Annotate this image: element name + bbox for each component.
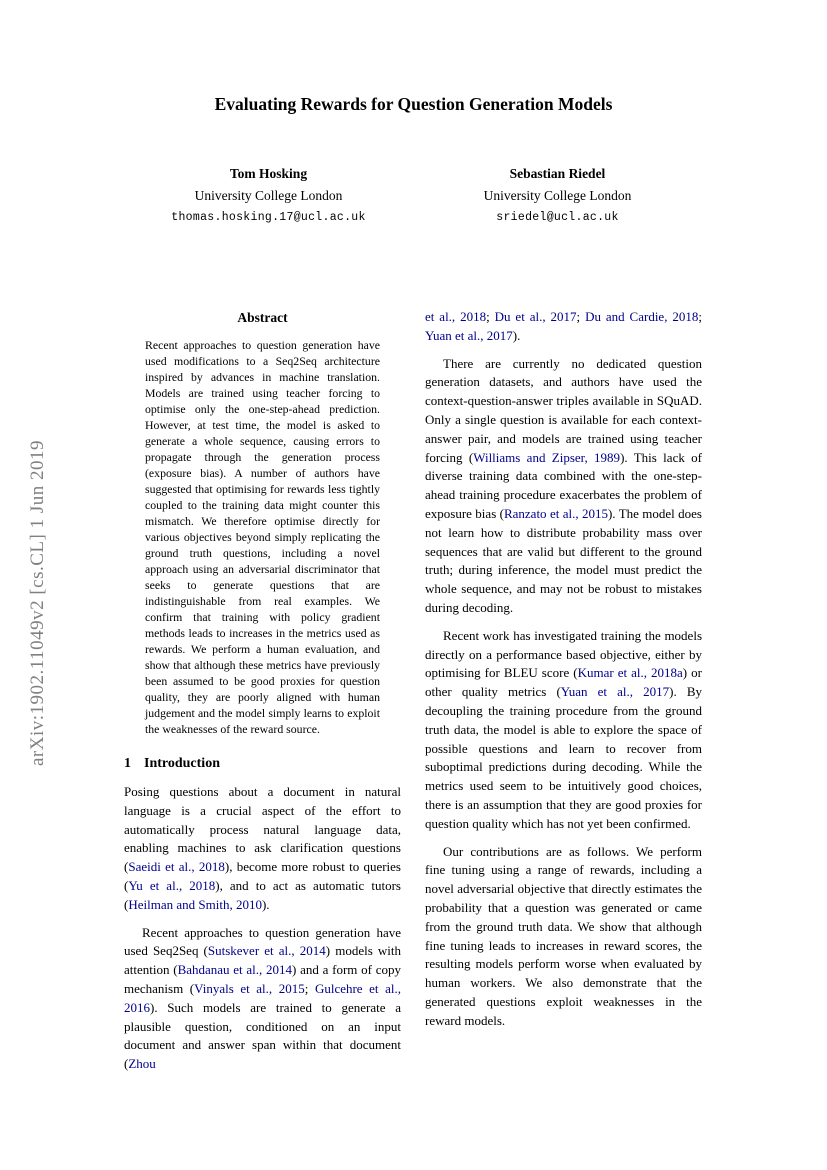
text-span: ;: [698, 309, 702, 324]
authors-block: [124, 163, 702, 229]
citation-link[interactable]: Saeidi et al., 2018: [128, 859, 225, 875]
citation-link[interactable]: Williams and Zipser, 1989: [473, 449, 621, 465]
text-span: ). By decoupling the training procedure from the ground truth data, the model is able to explore the space of possible questions and learn to recover from suboptimal predictions during decoding. While the metrics used seem to be intuitively good choices, there is an assumption that they are good proxies for question quality which has not yet been confirmed.: [425, 684, 702, 831]
abstract-section: [124, 310, 401, 737]
text-span: There are currently no dedicated question generation datasets, and authors have used the context-question-answer triples available in SQuAD. Only a single question is available for each context-answer pair, and models are trained using teacher forcing (: [425, 355, 702, 465]
intro-paragraph: [124, 783, 401, 915]
text-span: Posing questions about a document in natural language is a crucial aspect of the effort to automatically process natural language data, enabling machines to ask clarification questions (: [124, 784, 401, 875]
citation-link[interactable]: Du and Cardie, 2018: [585, 309, 699, 324]
author-affiliation: University College London: [194, 188, 343, 203]
text-span: ).: [512, 327, 521, 343]
body-paragraph: [425, 355, 702, 618]
arxiv-watermark: arXiv:1902.11049v2 [cs.CL] 1 Jun 2019: [27, 440, 48, 766]
citation-link[interactable]: Vinyals et al., 2015: [194, 980, 305, 996]
abstract-heading: Abstract: [237, 310, 288, 325]
text-span: ) models with attention (: [124, 943, 401, 978]
text-span: ) or other quality metrics (: [425, 665, 702, 700]
citation-link[interactable]: Yuan et al., 2017: [425, 327, 513, 343]
paper-title: Evaluating Rewards for Question Generation Models: [214, 94, 613, 114]
text-span: Recent work has investigated training the models directly on a performance based objective, either by optimising for BLEU score (: [425, 627, 702, 681]
author-email: thomas.hosking.17@ucl.ac.uk: [171, 211, 366, 224]
text-span: ).: [261, 896, 270, 912]
author-1: [124, 163, 413, 229]
body-paragraph: [425, 843, 702, 1031]
right-column: [425, 308, 702, 1083]
author-affiliation: University College London: [483, 188, 632, 203]
two-column-body: [124, 308, 702, 1083]
citation-link[interactable]: et al., 2018: [425, 309, 487, 324]
text-span: ), become more robust to queries (: [124, 859, 401, 893]
text-span: ). This lack of diverse training data combined with the one-step-ahead training procedure exacerbates the problem of exposure bias (: [425, 449, 702, 521]
text-span: ), and to act as automatic tutors (: [124, 877, 401, 912]
section-heading-introduction: [124, 756, 401, 772]
citation-link[interactable]: Zhou: [128, 1056, 156, 1072]
text-span: ;: [486, 309, 495, 324]
section-title: Introduction: [144, 756, 220, 771]
text-span: ). Such models are trained to generate a plausible question, conditioned on an input document and answer span within that document (: [124, 999, 401, 1072]
citation-link[interactable]: Bahdanau et al., 2014: [177, 962, 293, 978]
citation-link[interactable]: Yuan et al., 2017: [560, 684, 670, 700]
author-2: [413, 163, 702, 229]
author-email: sriedel@ucl.ac.uk: [496, 211, 619, 224]
body-paragraph: [425, 308, 702, 346]
citation-link[interactable]: Sutskever et al., 2014: [207, 943, 326, 959]
citation-link[interactable]: Yu et al., 2018: [128, 877, 216, 893]
text-span: ;: [576, 309, 586, 324]
author-name: Tom Hosking: [229, 166, 308, 181]
text-span: Recent approaches to question generation have used Seq2Seq (: [124, 924, 401, 959]
author-name: Sebastian Riedel: [509, 166, 606, 181]
text-span: ;: [304, 980, 315, 996]
section-number: 1: [124, 756, 131, 771]
left-column: [124, 308, 401, 1083]
citation-link[interactable]: Gulcehre et al., 2016: [124, 980, 401, 1015]
citation-link[interactable]: Heilman and Smith, 2010: [128, 896, 262, 912]
citation-link[interactable]: Ranzato et al., 2015: [503, 505, 608, 521]
text-span: ) and a form of copy mechanism (: [124, 962, 401, 996]
abstract-text: Recent approaches to question generation have used modifications to a Seq2Seq architecture inspired by advances in machine translation. Models are trained using teacher forcing to optimise only the one-step-ahead prediction. However, at test time, the model is asked to generate a whole sequence, causing errors to propagate through the generation process (exposure bias). A number of authors have suggested that optimising for rewards less tightly coupled to the training data might counter this mismatch. We therefore optimise directly for various objectives beyond simply replicating the ground truth questions, including a novel approach using an adversarial discriminator that seeks to generate questions that are indistinguishable from real examples. We confirm that training with policy gradient methods leads to increases in the metrics used as rewards. We perform a human evaluation, and show that although these metrics have previously been assumed to be good proxies for question quality, they are poorly aligned with human judgement and the model simply learns to exploit the weaknesses of the reward source.: [145, 338, 380, 736]
intro-paragraph: [124, 924, 401, 1074]
text-span: ). The model does not learn how to distribute probability mass over sequences that are valid but different to the ground truth; during inference, the model must predict the whole sequence, and may not be robust to mistakes during decoding.: [425, 505, 702, 615]
text-span: Our contributions are as follows. We perform fine tuning using a range of rewards, including a novel adversarial objective that directly estimates the probability that a question was generated or came from the ground truth data. We show that although fine tuning leads to increases in reward scores, the resulting models perform worse when evaluated by human workers. We also demonstrate that the generated questions exploit weaknesses in the reward models.: [425, 843, 702, 1028]
body-paragraph: [425, 627, 702, 834]
citation-link[interactable]: Du et al., 2017: [494, 309, 577, 324]
citation-link[interactable]: Kumar et al., 2018a: [577, 665, 683, 681]
